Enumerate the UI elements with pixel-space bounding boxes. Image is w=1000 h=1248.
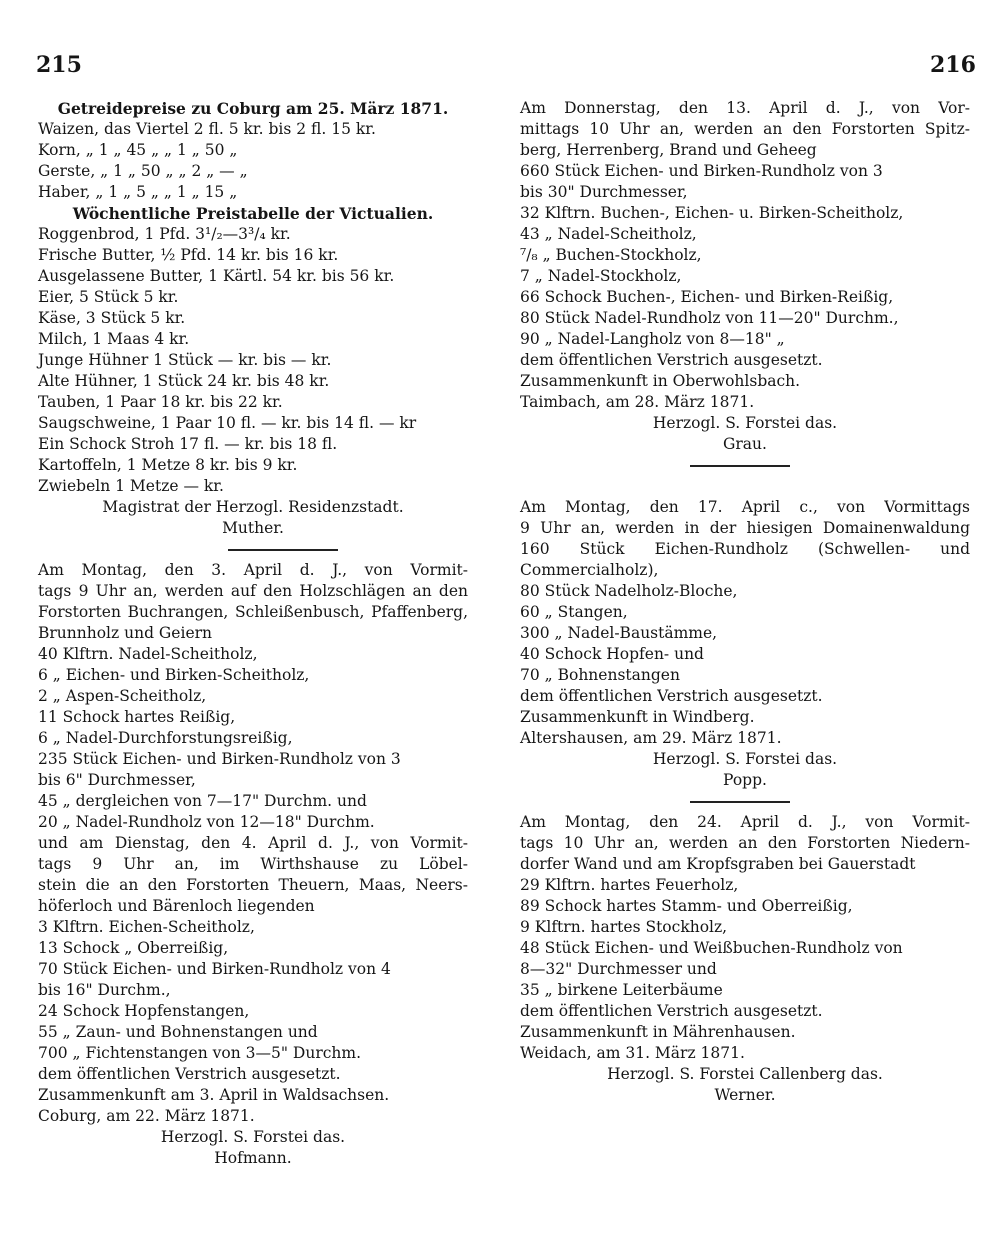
text-line: 20 „ Nadel-Rundholz von 12—18" Durchm. (38, 813, 375, 831)
text-line: 11 Schock hartes Reißig, (38, 708, 236, 726)
right-column (520, 98, 970, 1106)
text-line: Am Montag, den 3. April d. J., von Vormit- (38, 561, 468, 579)
text-line: Roggenbrod, 1 Pfd. 3¹/₂—3³/₄ kr. (38, 225, 291, 243)
text-line: Eier, 5 Stück 5 kr. (38, 288, 179, 306)
text-line: Muther. (222, 519, 284, 537)
text-line: Altershausen, am 29. März 1871. (520, 729, 782, 747)
text-line: 24 Schock Hopfenstangen, (38, 1002, 250, 1020)
text-line: 40 Klftrn. Nadel-Scheitholz, (38, 645, 258, 663)
text-line: 35 „ birkene Leiterbäume (520, 981, 723, 999)
left-column (38, 98, 468, 1169)
text-line: Am Donnerstag, den 13. April d. J., von Vor- (520, 99, 970, 117)
text-line: 660 Stück Eichen- und Birken-Rundholz von 3 (520, 162, 883, 180)
text-line: Milch, 1 Maas 4 kr. (38, 330, 190, 348)
text-line: tags 9 Uhr an, werden auf den Holzschlägen an den (38, 582, 468, 600)
text-line: stein die an den Forstorten Theuern, Maas, Neers- (38, 876, 468, 894)
text-line: Ausgelassene Butter, 1 Kärtl. 54 kr. bis 56 kr. (38, 267, 395, 285)
text-line: Haber, „ 1 „ 5 „ „ 1 „ 15 „ (38, 183, 238, 201)
text-line: Coburg, am 22. März 1871. (38, 1107, 255, 1125)
text-line: 160 Stück Eichen-Rundholz (Schwellen- und (520, 540, 970, 558)
text-line: Korn, „ 1 „ 45 „ „ 1 „ 50 „ (38, 141, 238, 159)
section-divider (38, 539, 468, 560)
text-line: Herzogl. S. Forstei das. (652, 414, 838, 432)
text-line: Käse, 3 Stück 5 kr. (38, 309, 186, 327)
text-line: 29 Klftrn. hartes Feuerholz, (520, 876, 739, 894)
text-line: 6 „ Eichen- und Birken-Scheitholz, (38, 666, 310, 684)
text-line: 43 „ Nadel-Scheitholz, (520, 225, 697, 243)
text-line: Getreidepreise zu Coburg am 25. März 1871. (57, 99, 449, 118)
text-line: 235 Stück Eichen- und Birken-Rundholz von 3 (38, 750, 401, 768)
text-line: höferloch und Bärenloch liegenden (38, 897, 315, 915)
text-line: bis 30" Durchmesser, (520, 183, 688, 201)
text-line: 2 „ Aspen-Scheitholz, (38, 687, 207, 705)
text-line: Kartoffeln, 1 Metze 8 kr. bis 9 kr. (38, 456, 298, 474)
text-line: 40 Schock Hopfen- und (520, 645, 704, 663)
text-line: 48 Stück Eichen- und Weißbuchen-Rundholz von (520, 939, 903, 957)
text-line: und am Dienstag, den 4. April d. J., von Vormit- (38, 834, 468, 852)
text-line: bis 6" Durchmesser, (38, 771, 196, 789)
section-divider (520, 791, 970, 812)
text-line: dem öffentlichen Verstrich ausgesetzt. (520, 687, 823, 705)
text-line: 700 „ Fichtenstangen von 3—5" Durchm. (38, 1044, 362, 1062)
text-line: 89 Schock hartes Stamm- und Oberreißig, (520, 897, 853, 915)
text-line: Forstorten Buchrangen, Schleißenbusch, Pfaffenberg, (38, 603, 468, 621)
text-line: Herzogl. S. Forstei das. (160, 1128, 346, 1146)
text-line: Gerste, „ 1 „ 50 „ „ 2 „ — „ (38, 162, 248, 180)
text-line: Taimbach, am 28. März 1871. (520, 393, 755, 411)
text-line: Zusammenkunft in Oberwohlsbach. (520, 372, 801, 390)
text-line: Grau. (723, 435, 767, 453)
text-line: 70 Stück Eichen- und Birken-Rundholz von 4 (38, 960, 391, 978)
text-line: tags 9 Uhr an, im Wirthshause zu Löbel- (38, 855, 468, 873)
text-line: 45 „ dergleichen von 7—17" Durchm. und (38, 792, 367, 810)
text-line: Ein Schock Stroh 17 fl. — kr. bis 18 fl. (38, 435, 338, 453)
text-line: Popp. (723, 771, 767, 789)
text-line: 32 Klftrn. Buchen-, Eichen- u. Birken-Scheitholz, (520, 204, 904, 222)
text-line: Am Montag, den 24. April d. J., von Vormit- (520, 813, 970, 831)
text-line: Wöchentliche Preistabelle der Victualien. (72, 204, 434, 223)
text-line: Hofmann. (214, 1149, 292, 1167)
text-line: Weidach, am 31. März 1871. (520, 1044, 745, 1062)
text-line: Werner. (714, 1086, 776, 1104)
page-number-right: 216 (930, 52, 976, 78)
text-line: mittags 10 Uhr an, werden an den Forstorten Spitz- (520, 120, 970, 138)
text-line: Junge Hühner 1 Stück — kr. bis — kr. (38, 351, 332, 369)
text-line: Frische Butter, ½ Pfd. 14 kr. bis 16 kr. (38, 246, 339, 264)
text-line: Am Montag, den 17. April c., von Vormittags (520, 498, 970, 516)
text-line: 9 Klftrn. hartes Stockholz, (520, 918, 728, 936)
text-line: Zusammenkunft in Mährenhausen. (520, 1023, 796, 1041)
text-line: 8—32" Durchmesser und (520, 960, 717, 978)
text-line: dem öffentlichen Verstrich ausgesetzt. (38, 1065, 341, 1083)
text-line: 3 Klftrn. Eichen-Scheitholz, (38, 918, 255, 936)
text-line: Zwiebeln 1 Metze — kr. (38, 477, 224, 495)
text-line: 6 „ Nadel-Durchforstungsreißig, (38, 729, 293, 747)
text-line: Magistrat der Herzogl. Residenzstadt. (102, 498, 404, 516)
text-line: 80 Stück Nadel-Rundholz von 11—20" Durchm., (520, 309, 899, 327)
text-line: 90 „ Nadel-Langholz von 8—18" „ (520, 330, 785, 348)
text-line: Herzogl. S. Forstei Callenberg das. (607, 1065, 883, 1083)
text-line: Saugschweine, 1 Paar 10 fl. — kr. bis 14 fl. — kr (38, 414, 417, 432)
text-line: Zusammenkunft in Windberg. (520, 708, 755, 726)
text-line: dorfer Wand und am Kropfsgraben bei Gauerstadt (520, 855, 916, 873)
text-line: 7 „ Nadel-Stockholz, (520, 267, 682, 285)
text-line: 70 „ Bohnenstangen (520, 666, 680, 684)
text-line: Zusammenkunft am 3. April in Waldsachsen. (38, 1086, 390, 1104)
text-line: 66 Schock Buchen-, Eichen- und Birken-Reißig, (520, 288, 894, 306)
text-line: 13 Schock „ Oberreißig, (38, 939, 229, 957)
text-line: bis 16" Durchm., (38, 981, 171, 999)
text-line: 300 „ Nadel-Baustämme, (520, 624, 718, 642)
text-line (520, 476, 970, 497)
text-line: tags 10 Uhr an, werden an den Forstorten Niedern- (520, 834, 970, 852)
section-divider (520, 455, 970, 476)
text-line: 9 Uhr an, werden in der hiesigen Domainenwaldung (520, 519, 970, 537)
text-line: 80 Stück Nadelholz-Bloche, (520, 582, 738, 600)
text-line: Herzogl. S. Forstei das. (652, 750, 838, 768)
text-line: Tauben, 1 Paar 18 kr. bis 22 kr. (38, 393, 283, 411)
text-line: Alte Hühner, 1 Stück 24 kr. bis 48 kr. (38, 372, 330, 390)
text-line: dem öffentlichen Verstrich ausgesetzt. (520, 1002, 823, 1020)
text-line: 55 „ Zaun- und Bohnenstangen und (38, 1023, 318, 1041)
page-number-left: 215 (36, 52, 82, 78)
text-line: Commercialholz), (520, 561, 659, 579)
text-line: Waizen, das Viertel 2 fl. 5 kr. bis 2 fl. 15 kr. (38, 120, 376, 138)
text-line: Brunnholz und Geiern (38, 624, 213, 642)
text-line: 60 „ Stangen, (520, 603, 628, 621)
text-line: berg, Herrenberg, Brand und Geheeg (520, 141, 817, 159)
text-line: dem öffentlichen Verstrich ausgesetzt. (520, 351, 823, 369)
text-line: ⁷/₈ „ Buchen-Stockholz, (520, 246, 702, 264)
